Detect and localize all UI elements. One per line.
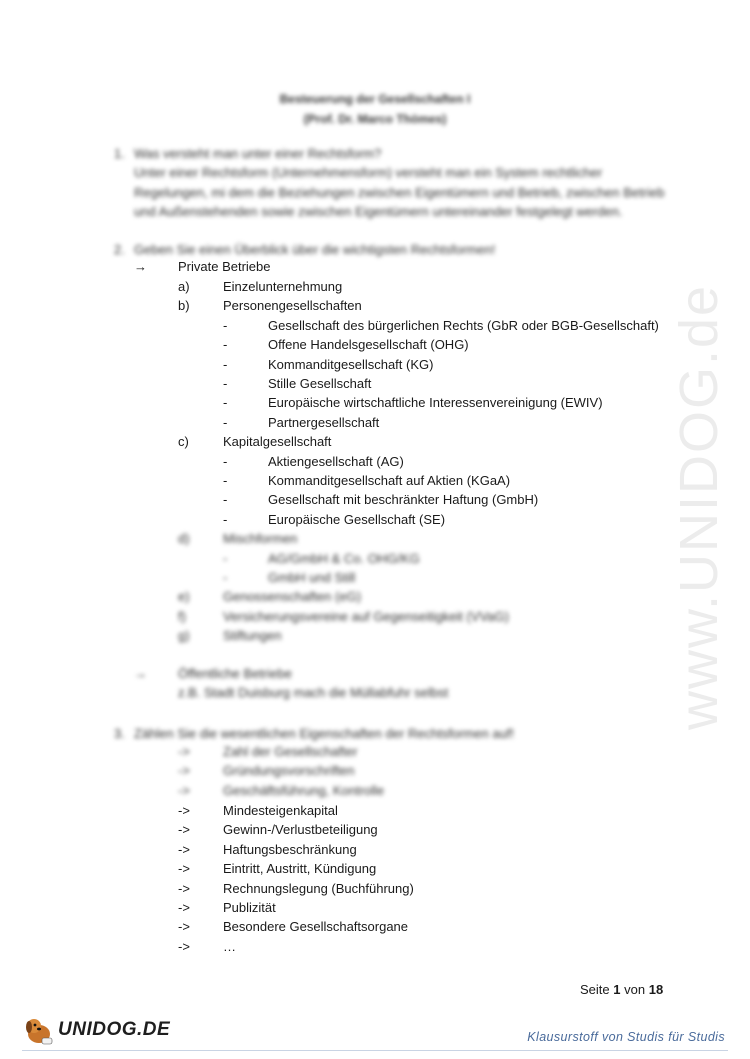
q3-marker: -> [178,744,190,759]
sub-dash: - [223,376,228,391]
sub-item: Kommanditgesellschaft auf Aktien (KGaA) [268,473,511,488]
q3-item: … [223,938,236,954]
q3-item: Zahl der Gesellschafter [223,744,358,759]
sub-dash: - [223,570,228,585]
list-letter: g) [178,628,190,644]
sub-item: AG/GmbH & Co. OHG/KG [268,550,420,566]
sub-item: Kommanditgesellschaft (KG) [268,356,434,372]
arrow-public: → [134,665,147,681]
q3-marker: -> [178,919,190,935]
q3-marker: -> [178,822,190,838]
dog-logo-icon [22,1013,56,1047]
sub-dash: - [223,492,228,508]
page-number [580,982,663,997]
sub-item: Gesellschaft des bürgerlichen Rechts (GbR oder BGB-Gesellschaft) [268,317,659,333]
q3-item: Publizität [223,900,276,915]
list-item-label: Einzelunternehmung [223,279,343,294]
q3-marker: -> [178,900,190,915]
list-letter: a) [178,279,190,294]
list-item-label: Kapitalgesellschaft [223,434,332,450]
doc-title: Besteuerung der Gesellschaften I [279,92,471,106]
list-item-label: Stiftungen [223,628,282,644]
q3-item: Geschäftsführung, Kontrolle [223,782,385,798]
q1-answer-line: Unter einer Rechtsform (Unternehmensform) versteht man ein System rechtlicher [134,165,603,180]
sub-item: Offene Handelsgesellschaft (OHG) [268,337,469,353]
sub-dash: - [223,473,228,488]
sub-dash: - [223,395,228,411]
list-item-label: Personengesellschaften [223,298,362,314]
list-item-label: Genossenschaften (eG) [223,589,362,605]
sub-item: GmbH und Still [268,570,356,585]
q3-item: Eintritt, Austritt, Kündigung [223,861,377,877]
q2-question: Geben Sie einen Überblick über die wichtigsten Rechtsformen! [134,242,496,257]
q3-marker: -> [178,803,190,818]
sub-dash: - [223,337,228,353]
arrow-private: → [134,259,147,274]
list-item-label: Mischformen [223,531,298,547]
sub-dash: - [223,550,228,566]
q3-marker: -> [178,880,190,896]
q1-question: Was versteht man unter einer Rechtsform? [134,146,382,161]
sub-dash: - [223,317,228,333]
sub-item: Europäische Gesellschaft (SE) [268,511,446,527]
doc-subtitle: (Prof. Dr. Marco Thömes) [303,112,447,126]
sub-item: Aktiengesellschaft (AG) [268,453,404,469]
page-current: 1 [613,982,621,997]
sub-dash: - [223,414,228,430]
q3-marker: -> [178,782,190,798]
q1-answer-line: und Außenstehenden sowie zwischen Eigentümern untereinander festgelegt werden. [134,204,623,219]
sub-item: Stille Gesellschaft [268,376,372,391]
q3-number: 3. [114,726,125,741]
sub-dash: - [223,453,228,469]
private-heading: Private Betriebe [178,259,271,274]
public-example: z.B. Stadt Duisburg mach die Müllabfuhr selbst [178,685,449,700]
q3-item: Besondere Gesellschaftsorgane [223,919,409,935]
unidog-logo [22,1013,170,1047]
q3-marker: -> [178,763,190,779]
q1-answer-line: Regelungen, mi dem die Beziehungen zwischen Eigentümern und Betrieb, zwischen Betrieb [134,184,665,200]
page-prefix: Seite [580,982,610,997]
sub-dash: - [223,511,228,527]
list-item-label: Versicherungsvereine auf Gegenseitigkeit (VVaG) [223,608,509,624]
q3-marker: -> [178,938,190,954]
sub-dash: - [223,356,228,372]
q2-number: 2. [114,242,125,257]
list-letter: d) [178,531,190,547]
watermark-text: www.UNIDOG.de [669,283,729,730]
sub-item: Europäische wirtschaftliche Interessenvereinigung (EWIV) [268,395,603,411]
q3-item: Mindesteigenkapital [223,803,338,818]
footer-divider [22,1050,728,1051]
logo-text: UNIDOG.DE [58,1019,171,1040]
q3-item: Haftungsbeschränkung [223,841,357,857]
sub-item: Gesellschaft mit beschränkter Haftung (GmbH) [268,492,539,508]
public-heading: Öffentliche Betriebe [178,665,292,681]
list-letter: b) [178,298,190,314]
footer-tagline: Klausurstoff von Studis für Studis [527,1030,725,1044]
list-letter: e) [178,589,190,605]
page-middle: von [624,982,646,997]
list-letter: c) [178,434,189,450]
q3-item: Rechnungslegung (Buchführung) [223,880,414,896]
list-letter: f) [178,608,186,624]
q3-question: Zählen Sie die wesentlichen Eigenschaften der Rechtsformen auf! [134,726,515,741]
q1-number: 1. [114,146,125,161]
page-total: 18 [648,982,664,997]
q3-item: Gründungsvorschriften [223,763,355,779]
q3-marker: -> [178,841,190,857]
q3-marker: -> [178,861,190,877]
sub-item: Partnergesellschaft [268,414,380,430]
q3-item: Gewinn-/Verlustbeteiligung [223,822,378,838]
